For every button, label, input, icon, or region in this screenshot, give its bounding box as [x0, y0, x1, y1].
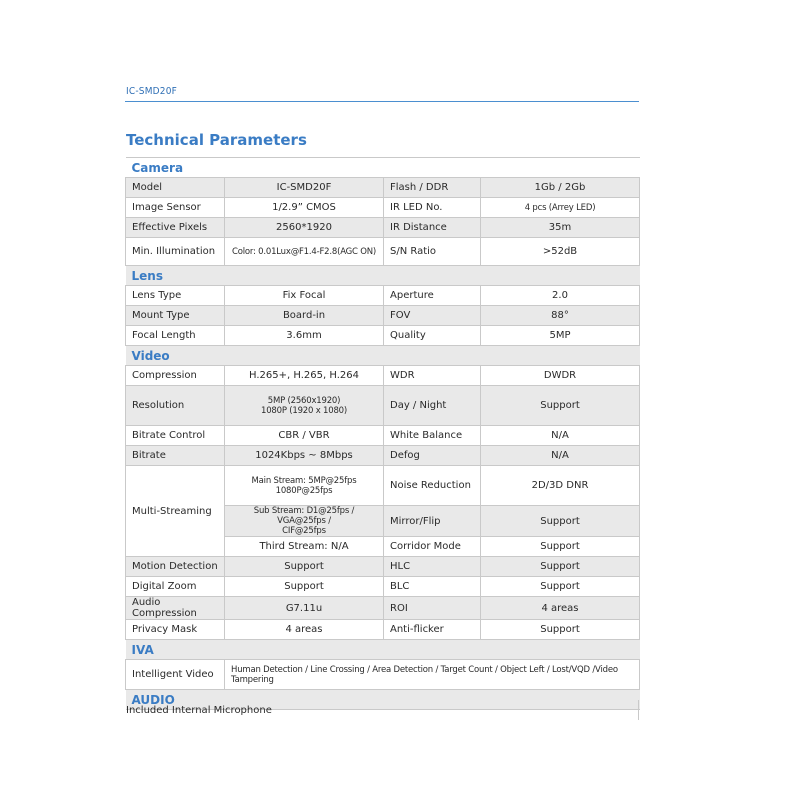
- spec-label: Model: [126, 178, 225, 198]
- spec-label: Intelligent Video: [126, 660, 225, 690]
- main-stream-line-1: Main Stream: 5MP@25fps: [251, 475, 357, 486]
- spec-value: 1024Kbps ~ 8Mbps: [225, 446, 384, 466]
- spec-value: N/A: [481, 426, 640, 446]
- spec-value: G7.11u: [225, 597, 384, 620]
- spec-value: 5MP: [481, 326, 640, 346]
- spec-label: Aperture: [384, 286, 481, 306]
- table-row: [126, 198, 640, 218]
- spec-label: Day / Night: [384, 386, 481, 426]
- table-row: [126, 660, 640, 690]
- spec-label: S/N Ratio: [384, 238, 481, 266]
- spec-label: Defog: [384, 446, 481, 466]
- spec-value: 3.6mm: [225, 326, 384, 346]
- table-row: [126, 446, 640, 466]
- spec-value: Third Stream: N/A: [225, 537, 384, 557]
- section-title: Lens: [126, 266, 640, 286]
- spec-label: Min. Illumination: [126, 238, 225, 266]
- spec-value: H.265+, H.265, H.264: [225, 366, 384, 386]
- spec-label: IR Distance: [384, 218, 481, 238]
- spec-value: 4 pcs (Arrey LED): [481, 198, 640, 218]
- spec-label: Noise Reduction: [384, 466, 481, 506]
- spec-value: Color: 0.01Lux@F1.4-F2.8(AGC ON): [225, 238, 384, 266]
- section-camera: [126, 158, 640, 178]
- spec-value: 4 areas: [225, 620, 384, 640]
- table-row: [126, 306, 640, 326]
- spec-label: Digital Zoom: [126, 577, 225, 597]
- spec-value: 1/2.9” CMOS: [225, 198, 384, 218]
- spec-label: ROI: [384, 597, 481, 620]
- spec-value: Support: [481, 557, 640, 577]
- spec-label: Flash / DDR: [384, 178, 481, 198]
- table-row: [126, 426, 640, 446]
- spec-label: Motion Detection: [126, 557, 225, 577]
- spec-value: 4 areas: [481, 597, 640, 620]
- spec-label: BLC: [384, 577, 481, 597]
- spec-label: Bitrate: [126, 446, 225, 466]
- table-row: [126, 286, 640, 306]
- section-lens: [126, 266, 640, 286]
- table-row: [126, 238, 640, 266]
- spec-label: Focal Length: [126, 326, 225, 346]
- spec-label: White Balance: [384, 426, 481, 446]
- sub-stream-line-1: Sub Stream: D1@25fps / VGA@25fps /: [253, 506, 355, 526]
- page-title: Technical Parameters: [126, 131, 307, 149]
- section-title: Camera: [126, 158, 640, 178]
- spec-label: Mirror/Flip: [384, 506, 481, 537]
- spec-label: Image Sensor: [126, 198, 225, 218]
- spec-label: Bitrate Control: [126, 426, 225, 446]
- section-title: IVA: [126, 640, 640, 660]
- header-rule: [125, 101, 639, 102]
- spec-label: HLC: [384, 557, 481, 577]
- sub-stream-line-2: CIF@25fps: [282, 526, 326, 536]
- spec-value: Support: [481, 577, 640, 597]
- spec-label: WDR: [384, 366, 481, 386]
- spec-value: 2560*1920: [225, 218, 384, 238]
- spec-value: 35m: [481, 218, 640, 238]
- spec-value: N/A: [481, 446, 640, 466]
- section-iva: [126, 640, 640, 660]
- section-video: [126, 346, 640, 366]
- table-row: [126, 386, 640, 426]
- spec-value: 2D/3D DNR: [481, 466, 640, 506]
- table-edge: [638, 700, 639, 720]
- model-code: IC-SMD20F: [126, 86, 178, 97]
- spec-value: Fix Focal: [225, 286, 384, 306]
- spec-label: Privacy Mask: [126, 620, 225, 640]
- spec-value: Board-in: [225, 306, 384, 326]
- table-row: [126, 178, 640, 198]
- spec-value: [225, 386, 384, 426]
- spec-value: IC-SMD20F: [225, 178, 384, 198]
- table-row: [126, 366, 640, 386]
- section-title: AUDIO: [126, 690, 640, 710]
- spec-label: Compression: [126, 366, 225, 386]
- table-row: [126, 557, 640, 577]
- spec-label: IR LED No.: [384, 198, 481, 218]
- spec-table: [125, 157, 640, 710]
- spec-value: 88°: [481, 306, 640, 326]
- resolution-line-2: 1080P (1920 x 1080): [261, 405, 347, 416]
- table-row: [126, 577, 640, 597]
- spec-value: DWDR: [481, 366, 640, 386]
- spec-label: Quality: [384, 326, 481, 346]
- spec-value: CBR / VBR: [225, 426, 384, 446]
- spec-label: Effective Pixels: [126, 218, 225, 238]
- table-row: [126, 466, 640, 506]
- spec-label: Multi-Streaming: [126, 466, 225, 557]
- spec-label: Lens Type: [126, 286, 225, 306]
- main-stream-line-2: 1080P@25fps: [275, 485, 333, 496]
- spec-value: [225, 466, 384, 506]
- spec-label: Anti-flicker: [384, 620, 481, 640]
- spec-value: [225, 506, 384, 537]
- spec-value: Support: [481, 386, 640, 426]
- spec-value: 2.0: [481, 286, 640, 306]
- spec-label: Corridor Mode: [384, 537, 481, 557]
- spec-value: Support: [225, 557, 384, 577]
- spec-value: [225, 660, 640, 690]
- spec-label: FOV: [384, 306, 481, 326]
- resolution-line-1: 5MP (2560x1920): [267, 395, 341, 406]
- table-row: [126, 326, 640, 346]
- iva-line-1: Human Detection / Line Crossing / Area Detection / Target Count / Object Left / Lost/VQD /Video: [231, 664, 618, 675]
- iva-line-2: Tampering: [231, 674, 274, 685]
- table-row: [126, 620, 640, 640]
- spec-value: 1Gb / 2Gb: [481, 178, 640, 198]
- spec-value: Support: [481, 506, 640, 537]
- spec-value: Support: [481, 537, 640, 557]
- table-row: [126, 597, 640, 620]
- spec-value: Support: [225, 577, 384, 597]
- section-title: Video: [126, 346, 640, 366]
- spec-label: Mount Type: [126, 306, 225, 326]
- spec-label: Resolution: [126, 386, 225, 426]
- spec-value: >52dB: [481, 238, 640, 266]
- spec-value: Support: [481, 620, 640, 640]
- spec-label: Audio Compression: [126, 597, 225, 620]
- table-row: [126, 218, 640, 238]
- audio-description: Included Internal Microphone: [126, 705, 272, 716]
